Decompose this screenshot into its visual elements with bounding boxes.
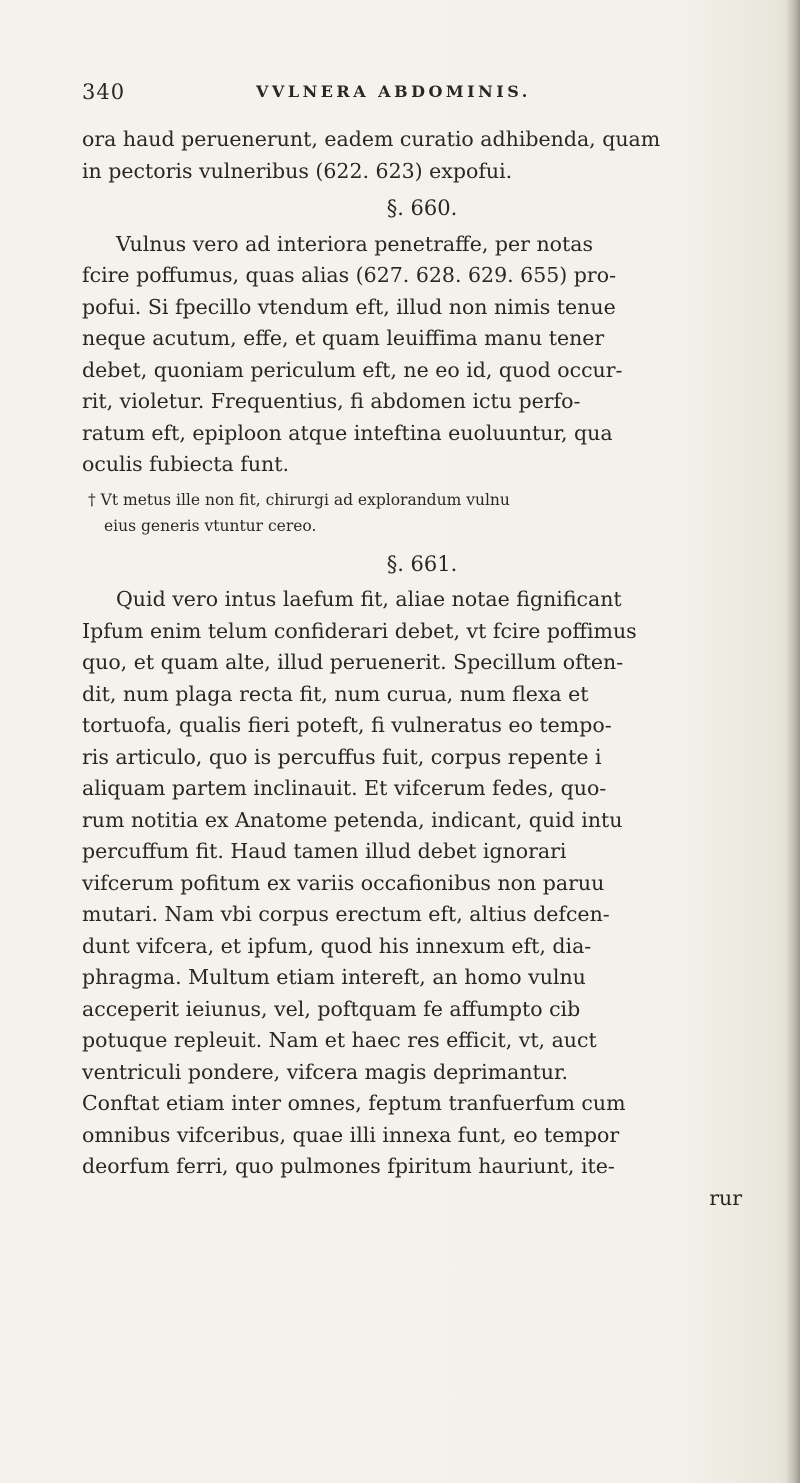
text-line: tortuofa, qualis fieri poteft, fi vulneratus eo tempo- [82, 713, 612, 737]
text-line: neque acutum, effe, et quam leuiffima manu tener [82, 326, 605, 350]
text-line: potuque repleuit. Nam et haec res efficit, vt, auct [82, 1028, 597, 1052]
text-line: phragma. Multum etiam intereft, an homo vulnu [82, 965, 586, 989]
text-line: debet, quoniam periculum eft, ne eo id, quod occur- [82, 357, 623, 382]
text-line: dit, num plaga recta fit, num curua, num flexa et [82, 681, 589, 706]
text-line: acceperit ieiunus, vel, poftquam fe affumpto cib [82, 996, 581, 1021]
paragraph-continuation [82, 124, 742, 187]
footnote-line: † Vt metus ille non fit, chirurgi ad explorandum vulnu [88, 490, 510, 509]
text-line: ratum eft, epiploon atque inteftina euoluuntur, qua [82, 420, 613, 445]
text-line: Vulnus vero ad interiora penetraffe, per notas [116, 231, 593, 256]
text-line: in pectoris vulneribus (622. 623) expofui. [82, 158, 513, 183]
text-line: percuffum fit. Haud tamen illud debet ignorari [82, 839, 567, 863]
text-line: mutari. Nam vbi corpus erectum eft, altius defcen- [82, 902, 610, 926]
text-line: fcire poffumus, quas alias (627. 628. 629. 655) pro- [82, 263, 616, 287]
section-heading-661: §. 661. [386, 551, 458, 576]
text-line: ora haud peruenerunt, eadem curatio adhibenda, quam [82, 127, 661, 151]
page-number: 340 [82, 80, 126, 104]
page-edge-shadow [786, 0, 800, 1483]
section-heading-660: §. 660. [386, 196, 458, 220]
text-line: pofui. Si fpecillo vtendum eft, illud non nimis tenue [82, 294, 616, 319]
footnote [88, 487, 742, 539]
text-line: dunt vifcera, et ipfum, quod his innexum eft, dia- [82, 933, 592, 958]
page-body [82, 124, 742, 1214]
running-head: VVLNERA ABDOMINIS. [256, 82, 531, 101]
section-661-text [82, 584, 742, 1214]
text-line: oculis fubiecta funt. [82, 452, 289, 476]
text-line: aliquam partem inclinauit. Et vifcerum fedes, quo- [82, 776, 607, 800]
text-line: Quid vero intus laefum fit, aliae notae fignificant [116, 587, 622, 611]
text-line: rur [709, 1185, 742, 1210]
text-line: ris articulo, quo is percuffus fuit, corpus repente i [82, 744, 602, 769]
section-660-text [82, 229, 742, 481]
page-header [82, 80, 722, 110]
footnote-line: eius generis vtuntur cereo. [104, 516, 317, 535]
text-line: vifcerum pofitum ex variis occafionibus non paruu [82, 870, 605, 895]
text-line: rit, violetur. Frequentius, fi abdomen ictu perfo- [82, 389, 581, 413]
text-line: omnibus vifceribus, quae illi innexa funt, eo tempor [82, 1122, 620, 1147]
text-line: rum notitia ex Anatome petenda, indicant, quid intu [82, 807, 623, 832]
text-line: quo, et quam alte, illud peruenerit. Specillum often- [82, 650, 624, 674]
text-line: ventriculi pondere, vifcera magis deprimantur. [82, 1059, 569, 1084]
text-line: Ipfum enim telum confiderari debet, vt fcire poffimus [82, 618, 637, 643]
text-line: deorfum ferri, quo pulmones fpiritum hauriunt, ite- [82, 1154, 615, 1178]
text-line: Conftat etiam inter omnes, feptum tranfuerfum cum [82, 1091, 626, 1115]
